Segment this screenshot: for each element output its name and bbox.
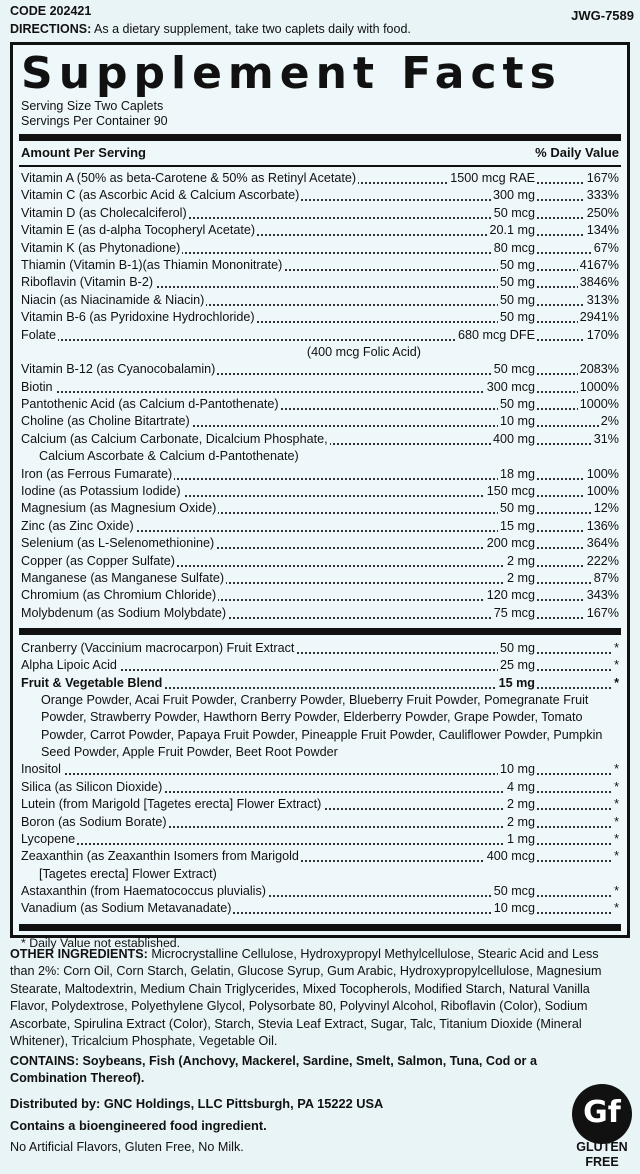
nutrient-amount: 50 mg — [498, 292, 537, 309]
divider-thick — [19, 134, 621, 141]
nutrient-name: Fruit & Vegetable Blend — [21, 675, 164, 692]
directions — [10, 22, 411, 36]
nutrient-name: Magnesium (as Magnesium Oxide) — [21, 500, 218, 517]
nutrient-name: Zinc (as Zinc Oxide) — [21, 518, 136, 535]
nutrient-name: Inositol — [21, 761, 63, 778]
nutrient-name: Riboflavin (Vitamin B-2) — [21, 274, 155, 291]
nutrient-daily-value: 167% — [585, 605, 619, 622]
gluten-free-line2: FREE — [585, 1155, 619, 1169]
nutrient-name: Astaxanthin (from Haematococcus pluvialis) — [21, 883, 268, 900]
nutrient-name: Iron (as Ferrous Fumarate) — [21, 466, 174, 483]
free-from-claims: No Artificial Flavors, Gluten Free, No Milk. — [10, 1140, 244, 1154]
nutrient-name: Vitamin B-12 (as Cyanocobalamin) — [21, 361, 217, 378]
nutrient-daily-value: 12% — [592, 500, 619, 517]
nutrient-amount: 150 mcg — [485, 483, 537, 500]
nutrient-row — [21, 900, 619, 917]
nutrient-daily-value: 100% — [585, 483, 619, 500]
nutrient-daily-value: 1000% — [578, 396, 619, 413]
nutrient-row — [21, 883, 619, 900]
nutrient-amount: 1500 mcg RAE — [448, 170, 537, 187]
nutrient-name: Manganese (as Manganese Sulfate) — [21, 570, 226, 587]
other-ingredients-text: Microcrystalline Cellulose, Hydroxypropyl Methylcellulose, Stearic Acid and Less than 2%: Corn Oil, Corn Starch, Gelatin, Glucose Syrup, Gum Arabic, Hydroxypropylcellulose, Magnesium Stearate, Maltodextrin, Medium Chain Triglycerides, Mixed Tocopherols, Modified Starch, Natural Vanilla Flavor, Polydextrose, Polyethylene Glycol, Polysorbate 80, Polyvinyl Alcohol, Riboflavin (Color), Sodium Ascorbate, Spirulina Extract (Color), Starch, Stevia Leaf Extract, Sugar, Talc, Titanium Dioxide (Mineral Whitener), Tricalcium Phosphate, Vegetable Oil. — [10, 947, 602, 1049]
nutrient-name: Vitamin A (50% as beta-Carotene & 50% as Retinyl Acetate) — [21, 170, 358, 187]
nutrient-daily-value: 67% — [592, 240, 619, 257]
nutrient-daily-value: 333% — [585, 187, 619, 204]
nutrient-amount: 50 mcg — [492, 883, 537, 900]
nutrient-name: Boron (as Sodium Borate) — [21, 814, 169, 831]
dv-header: % Daily Value — [535, 145, 619, 160]
nutrient-name: Vitamin E (as d-alpha Tocopheryl Acetate) — [21, 222, 257, 239]
nutrient-amount: 10 mg — [498, 761, 537, 778]
nutrient-amount: 50 mg — [498, 640, 537, 657]
nutrient-daily-value: 31% — [592, 431, 619, 448]
supplement-facts-panel — [10, 42, 630, 950]
directions-text: As a dietary supplement, take two caplets daily with food. — [91, 22, 411, 36]
nutrient-amount: 15 mg — [497, 675, 537, 692]
nutrient-row — [21, 675, 619, 692]
nutrient-row — [21, 831, 619, 848]
nutrient-row — [21, 379, 619, 396]
nutrient-daily-value: * — [612, 779, 619, 796]
nutrient-list — [21, 170, 619, 622]
nutrient-row — [21, 779, 619, 796]
nutrient-amount: 2 mg — [505, 814, 537, 831]
nutrient-name: Niacin (as Niacinamide & Niacin) — [21, 292, 206, 309]
other-ingredients-label: OTHER INGREDIENTS: — [10, 947, 148, 961]
nutrient-daily-value: 364% — [585, 535, 619, 552]
nutrient-amount: 75 mcg — [492, 605, 537, 622]
distributor: Distributed by: GNC Holdings, LLC Pittsburgh, PA 15222 USA — [10, 1096, 384, 1111]
nutrient-name: Copper (as Copper Sulfate) — [21, 553, 177, 570]
nutrient-row — [21, 327, 619, 344]
nutrient-amount: 50 mcg — [492, 361, 537, 378]
nutrient-row — [21, 553, 619, 570]
nutrient-amount: 200 mcg — [485, 535, 537, 552]
nutrient-amount: 1 mg — [505, 831, 537, 848]
panel-title: Supplement Facts — [21, 48, 562, 99]
nutrient-daily-value: 250% — [585, 205, 619, 222]
nutrient-daily-value: * — [612, 900, 619, 917]
nutrient-daily-value: 2083% — [578, 361, 619, 378]
directions-label: DIRECTIONS: — [10, 22, 92, 36]
nutrient-row — [21, 605, 619, 622]
other-ingredient-list — [21, 640, 619, 918]
amount-header: Amount Per Serving — [21, 145, 146, 160]
nutrient-name: Silica (as Silicon Dioxide) — [21, 779, 164, 796]
servings-per-container: Servings Per Container 90 — [21, 114, 168, 128]
nutrient-detail: (400 mcg Folic Acid) — [306, 344, 421, 359]
nutrient-amount: 4 mg — [505, 779, 537, 796]
nutrient-row — [21, 205, 619, 222]
gluten-free-icon: Gf — [572, 1084, 632, 1144]
nutrient-amount: 15 mg — [498, 518, 537, 535]
nutrient-row — [21, 309, 619, 326]
nutrient-row — [21, 222, 619, 239]
nutrient-amount: 2 mg — [505, 570, 537, 587]
blend-ingredients: Orange Powder, Acai Fruit Powder, Cranberry Powder, Blueberry Fruit Powder, Pomegranate Fruit Powder, Strawberry Powder, Hawthorn Berry Powder, Elderberry Powder, Grape Powder, Tomato Powder, Carrot Powder, Papaya Fruit Powder, Pineapple Fruit Powder, Cauliflower Powder, Pumpkin Seed Powder, Apple Fruit Powder, Beet Root Powder — [41, 693, 603, 760]
nutrient-name: Thiamin (Vitamin B-1)(as Thiamin Mononitrate) — [21, 257, 284, 274]
nutrient-name: Vitamin K (as Phytonadione) — [21, 240, 182, 257]
divider-thick-bottom — [19, 924, 621, 931]
nutrient-daily-value: 170% — [585, 327, 619, 344]
nutrient-row — [21, 587, 619, 604]
nutrient-row — [21, 413, 619, 430]
allergen-statement: CONTAINS: Soybeans, Fish (Anchovy, Mackerel, Sardine, Smelt, Salmon, Tuna, Cod or a Combination Thereof). — [10, 1054, 537, 1086]
nutrient-amount: 2 mg — [505, 796, 537, 813]
nutrient-amount: 300 mg — [491, 187, 537, 204]
nutrient-daily-value: 343% — [585, 587, 619, 604]
nutrient-amount: 50 mcg — [492, 205, 537, 222]
nutrient-row — [21, 292, 619, 309]
nutrient-amount: 120 mcg — [485, 587, 537, 604]
nutrient-daily-value: 2941% — [578, 309, 619, 326]
nutrient-row — [21, 274, 619, 291]
nutrient-detail: Calcium Ascorbate & Calcium d-Pantothenate) — [39, 449, 299, 464]
nutrient-name: Vitamin C (as Ascorbic Acid & Calcium Ascorbate) — [21, 187, 301, 204]
divider-thick-middle — [19, 628, 621, 635]
serving-size: Serving Size Two Caplets — [21, 99, 164, 113]
nutrient-daily-value: 87% — [592, 570, 619, 587]
nutrient-daily-value: 100% — [585, 466, 619, 483]
other-ingredients — [10, 946, 626, 1050]
nutrient-row — [21, 257, 619, 274]
nutrient-daily-value: 4167% — [578, 257, 619, 274]
nutrient-row — [21, 361, 619, 378]
nutrient-daily-value: * — [612, 675, 619, 692]
nutrient-daily-value: * — [612, 883, 619, 900]
nutrient-row — [21, 187, 619, 204]
nutrient-row — [21, 396, 619, 413]
nutrient-daily-value: 136% — [585, 518, 619, 535]
nutrient-name: Lycopene — [21, 831, 77, 848]
nutrient-amount: 10 mcg — [492, 900, 537, 917]
nutrient-daily-value: * — [612, 640, 619, 657]
nutrient-daily-value: 222% — [585, 553, 619, 570]
nutrient-amount: 20.1 mg — [487, 222, 537, 239]
nutrient-amount: 2 mg — [505, 553, 537, 570]
nutrient-daily-value: 3846% — [578, 274, 619, 291]
nutrient-detail: [Tagetes erecta] Flower Extract) — [39, 866, 217, 881]
nutrient-amount: 50 mg — [498, 309, 537, 326]
nutrient-row — [21, 483, 619, 500]
nutrient-amount: 50 mg — [498, 274, 537, 291]
nutrient-row — [21, 761, 619, 778]
nutrient-row — [21, 640, 619, 657]
nutrient-name: Lutein (from Marigold [Tagetes erecta] Flower Extract) — [21, 796, 323, 813]
nutrient-daily-value: * — [612, 761, 619, 778]
lot-code: JWG-7589 — [571, 8, 634, 23]
nutrient-daily-value: * — [612, 796, 619, 813]
nutrient-amount: 50 mg — [498, 257, 537, 274]
nutrient-amount: 680 mcg DFE — [456, 327, 537, 344]
nutrient-row — [21, 657, 619, 674]
bioengineered-notice: Contains a bioengineered food ingredient. — [10, 1118, 267, 1133]
nutrient-daily-value: * — [612, 848, 619, 865]
nutrient-amount: 18 mg — [498, 466, 537, 483]
nutrient-row — [21, 518, 619, 535]
nutrient-amount: 50 mg — [498, 500, 537, 517]
nutrient-amount: 10 mg — [498, 413, 537, 430]
nutrient-amount: 25 mg — [498, 657, 537, 674]
nutrient-name: Folate — [21, 327, 58, 344]
nutrient-row — [21, 814, 619, 831]
nutrient-name: Chromium (as Chromium Chloride) — [21, 587, 218, 604]
nutrient-daily-value: 134% — [585, 222, 619, 239]
nutrient-name: Selenium (as L-Selenomethionine) — [21, 535, 216, 552]
nutrient-name: Pantothenic Acid (as Calcium d-Pantothenate) — [21, 396, 281, 413]
nutrient-name: Vitamin B-6 (as Pyridoxine Hydrochloride) — [21, 309, 257, 326]
nutrient-row — [21, 500, 619, 517]
nutrient-name: Choline (as Choline Bitartrate) — [21, 413, 192, 430]
nutrient-row — [21, 466, 619, 483]
column-header — [21, 145, 619, 160]
nutrient-row — [21, 848, 619, 865]
nutrient-name: Vanadium (as Sodium Metavanadate) — [21, 900, 233, 917]
nutrient-name: Molybdenum (as Sodium Molybdate) — [21, 605, 228, 622]
nutrient-row — [21, 796, 619, 813]
nutrient-name: Vitamin D (as Cholecalciferol) — [21, 205, 189, 222]
gluten-free-label — [566, 1140, 638, 1170]
nutrient-name: Calcium (as Calcium Carbonate, Dicalcium Phosphate, — [21, 431, 330, 448]
nutrient-row — [21, 570, 619, 587]
footnote: * Daily Value not established. — [21, 936, 181, 950]
nutrient-name: Iodine (as Potassium Iodide) — [21, 483, 183, 500]
nutrient-amount: 400 mg — [491, 431, 537, 448]
nutrient-daily-value: * — [612, 831, 619, 848]
nutrient-amount: 80 mcg — [492, 240, 537, 257]
nutrient-name: Alpha Lipoic Acid — [21, 657, 119, 674]
nutrient-row — [21, 535, 619, 552]
nutrient-name: Cranberry (Vaccinium macrocarpon) Fruit Extract — [21, 640, 296, 657]
nutrient-row — [21, 170, 619, 187]
nutrient-name: Zeaxanthin (as Zeaxanthin Isomers from Marigold — [21, 848, 301, 865]
nutrient-daily-value: * — [612, 814, 619, 831]
gluten-free-line1: GLUTEN — [576, 1140, 628, 1154]
nutrient-amount: 300 mcg — [485, 379, 537, 396]
nutrient-name: Biotin — [21, 379, 55, 396]
nutrient-daily-value: 167% — [585, 170, 619, 187]
nutrient-amount: 50 mg — [498, 396, 537, 413]
nutrient-daily-value: 313% — [585, 292, 619, 309]
nutrient-amount: 400 mcg — [485, 848, 537, 865]
nutrient-daily-value: 2% — [599, 413, 619, 430]
nutrient-row — [21, 431, 619, 448]
product-code: CODE 202421 — [10, 4, 92, 18]
divider-thin — [19, 165, 621, 167]
nutrient-daily-value: * — [612, 657, 619, 674]
nutrient-daily-value: 1000% — [578, 379, 619, 396]
nutrient-row — [21, 240, 619, 257]
